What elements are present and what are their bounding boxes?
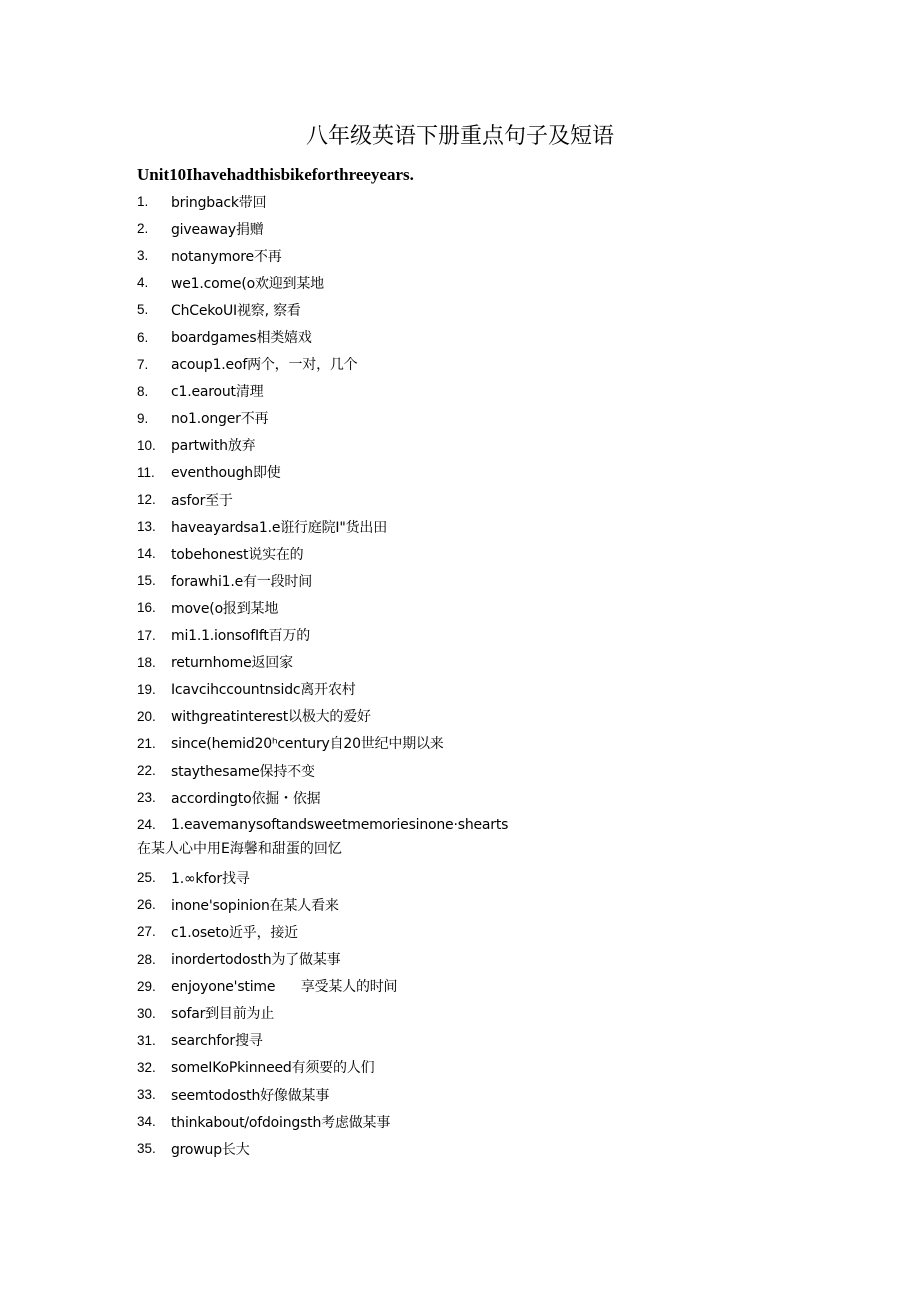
- list-item: [137, 459, 837, 486]
- list-item: [137, 703, 837, 730]
- list-item: [137, 513, 837, 540]
- list-item: [137, 811, 837, 838]
- item-number: 30.: [137, 1005, 156, 1021]
- item-number: 3.: [137, 248, 149, 264]
- item-number: 7.: [137, 356, 149, 372]
- item-number: 16.: [137, 600, 156, 616]
- item-text: c1.earout清理: [171, 384, 264, 401]
- list-item: [137, 378, 837, 405]
- list-item: [137, 540, 837, 567]
- list-item: [137, 757, 837, 784]
- item-text: haveayardsa1.e诳行庭院I"货出田: [171, 519, 388, 536]
- item-number: 1.: [137, 194, 149, 210]
- list-item: [137, 405, 837, 432]
- item-number: 26.: [137, 897, 156, 913]
- item-number: 8.: [137, 383, 149, 399]
- list-item: [137, 567, 837, 594]
- list-item: [137, 864, 837, 891]
- item-number: 10.: [137, 437, 156, 453]
- item-number: 6.: [137, 329, 149, 345]
- item-text: withgreatinterest以极大的爱好: [171, 709, 371, 726]
- item-number: 32.: [137, 1059, 156, 1075]
- item-text: boardgames相类嬉戏: [171, 330, 312, 347]
- list-item: [137, 323, 837, 350]
- list-item: [137, 594, 837, 621]
- list-item: [137, 946, 837, 973]
- list-item: [137, 676, 837, 703]
- item-number: 25.: [137, 870, 156, 886]
- list-item: [137, 1108, 837, 1135]
- list-item: [137, 432, 837, 459]
- item-text: enjoyone'stime 享受某人的时间: [171, 979, 398, 996]
- item-number: 2.: [137, 221, 149, 237]
- list-item: [137, 1054, 837, 1081]
- item-text: tobehonest说实在的: [171, 546, 304, 563]
- item-text: giveaway捐赠: [171, 221, 264, 238]
- list-item: [137, 242, 837, 269]
- item-text: 1.∞kfor找寻: [171, 870, 250, 887]
- list-item: [137, 1027, 837, 1054]
- item-text: accordingto依掘・依据: [171, 790, 321, 807]
- item-text: inordertodosth为了做某事: [171, 952, 341, 969]
- item-text: growup长大: [171, 1141, 250, 1158]
- item-number: 5.: [137, 302, 149, 318]
- item-text: move(o报到某地: [171, 600, 279, 617]
- list-item: [137, 269, 837, 296]
- item-number: 22.: [137, 763, 156, 779]
- item-number: 33.: [137, 1087, 156, 1103]
- item-text: seemtodosth好像做某事: [171, 1087, 330, 1104]
- item-text: 1.eavemanysoftandsweetmemoriesinone·shearts: [171, 816, 509, 833]
- item-text: ChCekoUI视察, 察看: [171, 302, 301, 319]
- item-number: 23.: [137, 790, 156, 806]
- list-item: [137, 351, 837, 378]
- list-item: [137, 973, 837, 1000]
- item-text: notanymore不再: [171, 248, 282, 265]
- item-text: mi1.1.ionsofIft百万的: [171, 628, 311, 645]
- item-text: staythesame保持不变: [171, 763, 315, 780]
- item-number: 29.: [137, 978, 156, 994]
- list-item: [137, 1081, 837, 1108]
- unit-heading: Unit10Ihavehadthisbikeforthreeyears.: [137, 165, 414, 184]
- item-number: 31.: [137, 1032, 156, 1048]
- item-text: inone'sopinion在某人看来: [171, 897, 339, 914]
- item-number: 20.: [137, 708, 156, 724]
- list-item: [137, 296, 837, 323]
- list-item: [137, 486, 837, 513]
- item-text: no1.onger不再: [171, 411, 269, 428]
- list-item: [137, 918, 837, 945]
- item-number: 34.: [137, 1114, 156, 1130]
- item-text: thinkabout/ofdoingsth考虑做某事: [171, 1114, 391, 1131]
- item-number: 24.: [137, 817, 156, 833]
- list-item: [137, 188, 837, 215]
- item-number: 11.: [137, 464, 155, 480]
- list-item: [137, 215, 837, 242]
- list-item: [137, 891, 837, 918]
- item-text: asfor至于: [171, 492, 233, 509]
- document-title: 八年级英语下册重点句子及短语: [305, 124, 614, 149]
- item-number: 14.: [137, 546, 156, 562]
- list-item: [137, 784, 837, 811]
- item-text: eventhough即使: [171, 465, 281, 482]
- list-item: [137, 1000, 837, 1027]
- list-item: [137, 730, 837, 757]
- item-text: sofar到目前为止: [171, 1006, 275, 1023]
- item-number: 4.: [137, 275, 149, 291]
- list-item: [137, 1135, 837, 1162]
- item-text: searchfor搜寻: [171, 1033, 263, 1050]
- item-number: 28.: [137, 951, 156, 967]
- list-item: [137, 649, 837, 676]
- item-text: since(hemid20ʰcentury自20世纪中期以来: [171, 736, 444, 753]
- item-text: returnhome返回家: [171, 655, 293, 672]
- item-number: 19.: [137, 681, 156, 697]
- item-number: 12.: [137, 492, 156, 508]
- item-text: acoup1.eof两个，一对，几个: [171, 357, 358, 374]
- phrase-list: [137, 188, 837, 1162]
- item-number: 9.: [137, 410, 149, 426]
- item-text-continuation: 在某人心中用E海馨和甜蛋的回忆: [137, 841, 342, 858]
- item-text: partwith放弃: [171, 438, 256, 455]
- item-number: 13.: [137, 519, 156, 535]
- item-number: 27.: [137, 924, 156, 940]
- item-text: Icavcihccountnsidc离开农村: [171, 682, 356, 699]
- item-text: c1.oseto近乎，接近: [171, 924, 298, 941]
- item-text: bringback带回: [171, 194, 267, 211]
- item-number: 21.: [137, 735, 156, 751]
- item-text: forawhi1.e有一段时间: [171, 573, 313, 590]
- item-number: 15.: [137, 573, 156, 589]
- item-number: 35.: [137, 1141, 156, 1157]
- item-text: someIKoPkinneed有须要的人们: [171, 1060, 375, 1077]
- item-number: 17.: [137, 627, 156, 643]
- item-text: we1.come(o欢迎到某地: [171, 275, 324, 292]
- list-item: [137, 622, 837, 649]
- item-number: 18.: [137, 654, 156, 670]
